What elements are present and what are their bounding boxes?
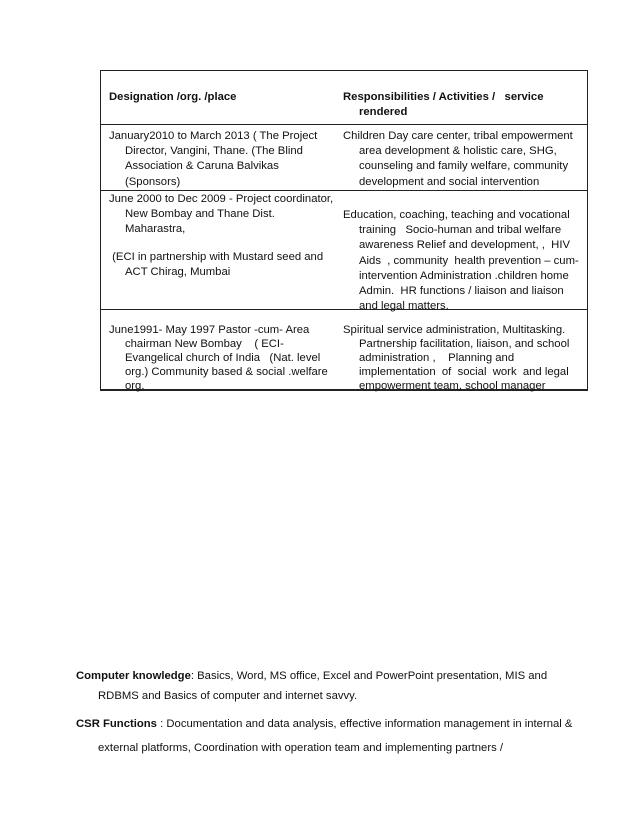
row3-responsibilities: Spiritual service administration, Multitasking. Partnership facilitation, liaison, and school administration , Planning and implementation of social work and legal empowerment team, school manager — [343, 324, 573, 392]
row3-designation: June1991- May 1997 Pastor -cum- Area chairman New Bombay ( ECI- Evangelical church of India (Nat. level org.) Community based & social .welfare org. — [109, 324, 331, 392]
computer-knowledge-label: Computer knowledge — [76, 670, 191, 682]
row-divider — [101, 190, 587, 191]
computer-knowledge — [76, 666, 576, 706]
row-divider — [101, 124, 587, 125]
csr-functions — [76, 712, 576, 760]
experience-table — [100, 70, 588, 391]
row2-responsibilities: Education, coaching, teaching and vocational training Socio-human and tribal welfare awareness Relief and development, , HIV Aids , community health prevention – cum-intervention Administration .children home Admin. HR functions / liaison and liaison and legal matters. — [343, 209, 579, 313]
csr-functions-text: : Documentation and data analysis, effective information management in internal & external platforms, Coordination with operation team and implementing partners / — [98, 718, 573, 754]
header-designation: Designation /org. /place — [109, 91, 237, 103]
row1-responsibilities: Children Day care center, tribal empowerment area development & holistic care, SHG, counseling and family welfare, community development and social intervention — [343, 130, 576, 188]
row2-designation: June 2000 to Dec 2009 - Project coordinator, New Bombay and Thane Dist. Maharastra, (ECI in partnership with Mustard seed and ACT Chirag, Mumbai — [109, 193, 337, 278]
row1-designation: January2010 to March 2013 ( The Project Director, Vangini, Thane. (The Blind Association & Caruna Balvikas (Sponsors) — [109, 130, 321, 188]
csr-functions-label: CSR Functions — [76, 718, 157, 730]
computer-knowledge-text: : Basics, Word, MS office, Excel and PowerPoint presentation, MIS and RDBMS and Basics of computer and internet savvy. — [98, 670, 548, 702]
header-responsibilities: Responsibilities / Activities / service rendered — [343, 91, 547, 119]
